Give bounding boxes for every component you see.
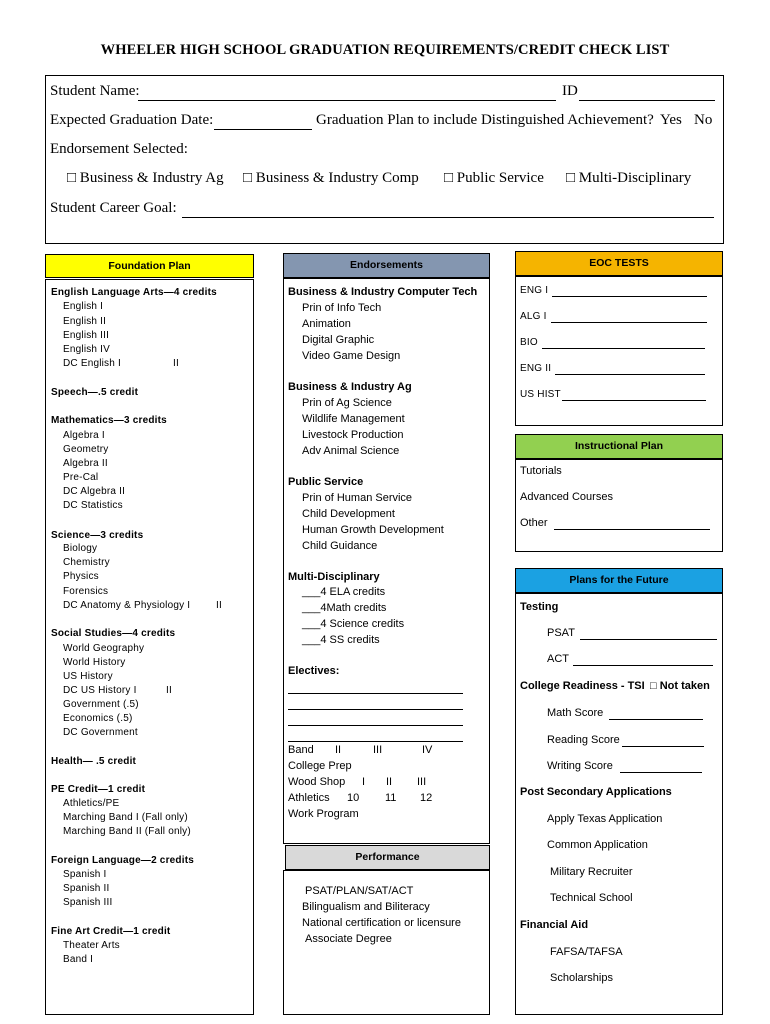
list-item: Biology (63, 543, 98, 554)
ela-title: English Language Arts—4 credits (51, 287, 217, 298)
list-item: Other (520, 517, 548, 529)
list-item: Apply Texas Application (547, 813, 663, 825)
elective-work-program: Work Program (288, 808, 359, 820)
list-item: Adv Animal Science (302, 445, 400, 457)
elective-mark: II (335, 744, 342, 756)
act-field[interactable] (573, 665, 713, 666)
list-item: II (166, 685, 172, 696)
list-item: Government (.5) (63, 699, 139, 710)
other-field[interactable] (554, 529, 710, 530)
list-item: English IV (63, 344, 111, 355)
math-score-label: Math Score (547, 707, 604, 719)
id-field[interactable] (579, 100, 715, 101)
list-item: Athletics/PE (63, 798, 120, 809)
eoc-tests-panel (515, 276, 723, 426)
list-item: Algebra I (63, 430, 105, 441)
act-label: ACT (547, 653, 569, 665)
endorsement-option-comp[interactable]: □ Business & Industry Comp (243, 170, 419, 186)
speech-title: Speech—.5 credit (51, 387, 139, 398)
elective-mark: I (362, 776, 366, 788)
list-item: Prin of Human Service (302, 492, 413, 504)
list-item: Band I (63, 954, 94, 965)
elective-mark: 12 (420, 792, 433, 804)
eoc-tests-header: EOC TESTS (515, 251, 723, 276)
plan-question: Graduation Plan to include Distinguished Achievement? (316, 112, 654, 128)
list-item: ___4 SS credits (302, 634, 380, 646)
elective-mark: II (386, 776, 393, 788)
list-item: Human Growth Development (302, 524, 444, 536)
pe-title: PE Credit—1 credit (51, 784, 146, 795)
career-goal-field[interactable] (182, 217, 714, 218)
list-item: World History (63, 657, 126, 668)
plans-future-header: Plans for the Future (515, 568, 723, 593)
eoc-eng2-field[interactable] (555, 374, 705, 375)
list-item: Wildlife Management (302, 413, 405, 425)
career-goal-label: Student Career Goal: (50, 200, 177, 216)
student-name-field[interactable] (138, 100, 556, 101)
endorsements-header: Endorsements (283, 253, 490, 278)
reading-score-field[interactable] (622, 746, 704, 747)
grad-date-label: Expected Graduation Date: (50, 112, 214, 128)
list-item: Theater Arts (63, 940, 120, 951)
health-title: Health— .5 credit (51, 756, 137, 767)
list-item: DC Statistics (63, 500, 123, 511)
elective-mark: 11 (385, 792, 397, 804)
elective-college-prep: College Prep (288, 760, 352, 772)
computer-tech-title: Business & Industry Computer Tech (288, 286, 478, 298)
no-option[interactable]: No (694, 112, 713, 128)
elective-field-2[interactable] (288, 709, 463, 710)
elective-field-1[interactable] (288, 693, 463, 694)
list-item: Economics (.5) (63, 713, 133, 724)
list-item: Bilingualism and Biliteracy (302, 901, 430, 913)
list-item: English II (63, 316, 107, 327)
list-item: DC Anatomy & Physiology I (63, 600, 191, 611)
list-item: English I (63, 301, 104, 312)
eoc-alg1-field[interactable] (551, 322, 707, 323)
list-item: Tutorials (520, 465, 562, 477)
eoc-bio: BIO (520, 337, 538, 348)
list-item: Pre-Cal (63, 472, 99, 483)
reading-score-label: Reading Score (547, 734, 620, 746)
psat-field[interactable] (580, 639, 717, 640)
testing-title: Testing (520, 601, 559, 613)
list-item: Marching Band II (Fall only) (63, 826, 191, 837)
list-item: Marching Band I (Fall only) (63, 812, 188, 823)
list-item: FAFSA/TAFSA (550, 946, 623, 958)
elective-field-3[interactable] (288, 725, 463, 726)
instructional-plan-panel (515, 459, 723, 552)
foundation-plan-header: Foundation Plan (45, 254, 254, 278)
endorsement-option-multi[interactable]: □ Multi-Disciplinary (566, 170, 692, 186)
list-item: English III (63, 330, 110, 341)
list-item: DC US History I (63, 685, 137, 696)
list-item: Associate Degree (305, 933, 392, 945)
id-label: ID (562, 83, 578, 99)
list-item: Child Development (302, 508, 395, 520)
list-item: Livestock Production (302, 429, 404, 441)
psat-label: PSAT (547, 627, 575, 639)
elective-athletics: Athletics (288, 792, 330, 804)
eoc-us-hist-field[interactable] (562, 400, 706, 401)
performance-panel (283, 870, 490, 1015)
foundation-plan-panel (45, 279, 254, 1015)
list-item: US History (63, 671, 113, 682)
elective-mark: 10 (347, 792, 360, 804)
list-item: II (173, 358, 179, 369)
list-item: Spanish I (63, 869, 107, 880)
list-item: Animation (302, 318, 351, 330)
list-item: Geometry (63, 444, 109, 455)
eoc-eng2: ENG II (520, 363, 552, 374)
list-item: Video Game Design (302, 350, 401, 362)
multi-disciplinary-title: Multi-Disciplinary (288, 571, 380, 583)
eoc-eng1: ENG I (520, 285, 549, 296)
list-item: Scholarships (550, 972, 613, 984)
plans-future-panel (515, 593, 723, 1015)
list-item: DC English I (63, 358, 121, 369)
list-item: ___4Math credits (302, 602, 387, 614)
science-title: Science—3 credits (51, 530, 144, 541)
list-item: National certification or licensure (302, 917, 461, 929)
list-item: Common Application (547, 839, 648, 851)
fine-art-title: Fine Art Credit—1 credit (51, 926, 171, 937)
list-item: Chemistry (63, 557, 110, 568)
list-item: Military Recruiter (550, 866, 633, 878)
student-info-box (45, 75, 724, 244)
writing-score-field[interactable] (620, 772, 702, 773)
list-item: DC Algebra II (63, 486, 126, 497)
elective-field-4[interactable] (288, 741, 463, 742)
elective-wood-shop: Wood Shop (288, 776, 346, 788)
elective-mark: III (417, 776, 427, 788)
endorsements-panel (283, 278, 490, 844)
list-item: World Geography (63, 643, 145, 654)
math-score-field[interactable] (609, 719, 703, 720)
not-taken-checkbox[interactable]: □ Not taken (650, 680, 710, 692)
list-item: Technical School (550, 892, 633, 904)
list-item: Physics (63, 571, 99, 582)
list-item: Digital Graphic (302, 334, 375, 346)
grad-date-field[interactable] (214, 129, 312, 130)
list-item: Advanced Courses (520, 491, 613, 503)
list-item: ___4 Science credits (302, 618, 405, 630)
endorsement-label: Endorsement Selected: (50, 141, 188, 157)
instructional-plan-header: Instructional Plan (515, 434, 723, 459)
eoc-eng1-field[interactable] (552, 296, 707, 297)
post-secondary-title: Post Secondary Applications (520, 786, 672, 798)
writing-score-label: Writing Score (547, 760, 613, 772)
list-item: Spanish II (63, 883, 110, 894)
yes-option[interactable]: Yes (660, 112, 682, 128)
elective-mark: III (373, 744, 383, 756)
business-ag-title: Business & Industry Ag (288, 381, 412, 393)
student-name-label: Student Name: (50, 83, 140, 99)
college-readiness-title: College Readiness - TSI (520, 680, 645, 692)
eoc-alg1: ALG I (520, 311, 547, 322)
electives-title: Electives: (288, 665, 340, 677)
performance-header: Performance (285, 845, 490, 870)
public-service-title: Public Service (288, 476, 364, 488)
endorsement-option-public[interactable]: □ Public Service (444, 170, 544, 186)
list-item: Spanish III (63, 897, 113, 908)
foreign-language-title: Foreign Language—2 credits (51, 855, 195, 866)
page-title: WHEELER HIGH SCHOOL GRADUATION REQUIREMENTS/CREDIT CHECK LIST (100, 42, 670, 58)
list-item: Prin of Ag Science (302, 397, 392, 409)
eoc-us-hist: US HIST (520, 389, 561, 400)
list-item: DC Government (63, 727, 138, 738)
math-title: Mathematics—3 credits (51, 415, 167, 426)
list-item: PSAT/PLAN/SAT/ACT (305, 885, 414, 897)
list-item: Forensics (63, 586, 109, 597)
elective-mark: IV (422, 744, 433, 756)
social-studies-title: Social Studies—4 credits (51, 628, 176, 639)
financial-aid-title: Financial Aid (520, 919, 589, 931)
elective-band: Band (288, 744, 314, 756)
eoc-bio-field[interactable] (542, 348, 705, 349)
list-item: ___4 ELA credits (302, 586, 386, 598)
list-item: II (216, 600, 222, 611)
endorsement-option-ag[interactable]: □ Business & Industry Ag (67, 170, 224, 186)
list-item: Prin of Info Tech (302, 302, 382, 314)
list-item: Child Guidance (302, 540, 378, 552)
list-item: Algebra II (63, 458, 108, 469)
